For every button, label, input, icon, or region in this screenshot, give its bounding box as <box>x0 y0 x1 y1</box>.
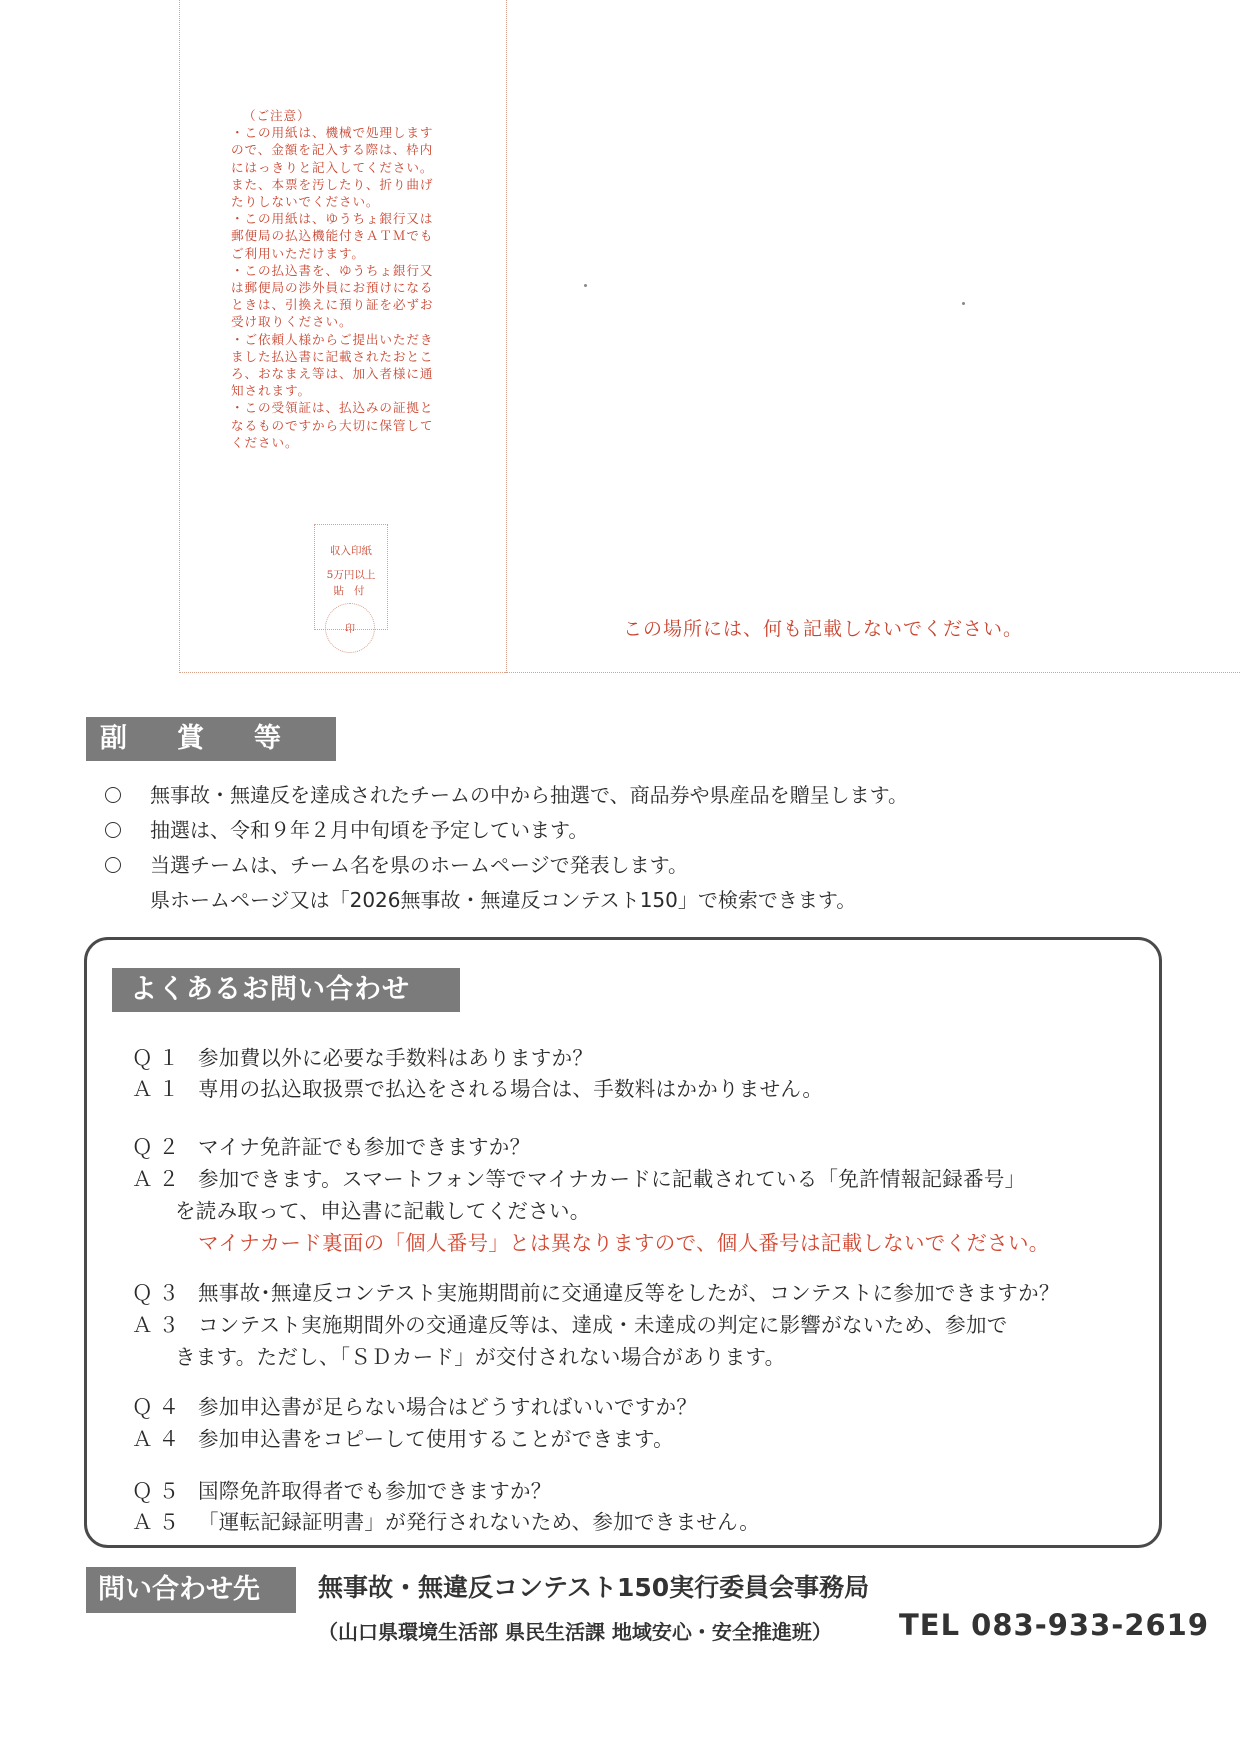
no-write-notice: この場所には、何も記載しないでください。 <box>623 618 1024 640</box>
a-label: Ａ２ <box>132 1167 185 1191</box>
notice-line: ・ご依頼人様からご提出いただき <box>231 331 434 347</box>
q-label: Ｑ２ <box>132 1135 185 1159</box>
notice-line: また、本票を汚したり、折り曲げ <box>231 176 434 192</box>
a-text: 専用の払込取扱票で払込をされる場合は、手数料はかかりません。 <box>198 1077 824 1101</box>
notice-line: ろ、おなまえ等は、加入者様に通 <box>231 366 434 382</box>
q-text: 国際免許取得者でも参加できますか？ <box>198 1479 552 1503</box>
q-text: 無事故･無違反コンテスト実施期間前に交通違反等をしたが、コンテストに参加できますか？ <box>198 1281 1060 1305</box>
faq-question <box>132 1474 552 1504</box>
notice-line: ・この払込書を、ゆうちょ銀行又 <box>231 262 434 278</box>
notice-line: ・この受領証は、払込みの証拠と <box>231 400 434 416</box>
notice-line: ・この用紙は、機械で処理します <box>231 125 434 141</box>
circle-bullet-icon <box>105 822 121 838</box>
faq-title: よくあるお問い合わせ <box>112 968 460 1012</box>
a-label: Ａ１ <box>132 1077 185 1101</box>
contact-department: （山口県環境生活部 県民生活課 地域安心・安全推進班） <box>318 1620 832 1644</box>
prize-item-text: 抽選は、令和９年２月中旬頃を予定しています。 <box>150 818 589 842</box>
notice-line: ので、金額を記入する際は、枠内 <box>231 142 434 158</box>
notice-line: は郵便局の渉外員にお預けになる <box>231 280 434 296</box>
q-text: 参加申込書が足らない場合はどうすればいいですか？ <box>198 1395 698 1419</box>
q-label: Ｑ３ <box>132 1281 185 1305</box>
circle-bullet-icon <box>105 787 121 803</box>
faq-question <box>132 1276 1060 1306</box>
notice-line: 受け取りください。 <box>231 314 353 330</box>
faq-answer <box>132 1162 1026 1192</box>
faq-answer <box>132 1072 823 1102</box>
stamp-label: 収入印紙 <box>330 545 372 557</box>
circle-bullet-icon <box>105 857 121 873</box>
q-label: Ｑ４ <box>132 1395 185 1419</box>
slip-notice <box>231 107 466 451</box>
notice-line: なるものですから大切に保管して <box>231 417 434 433</box>
prize-item-text: 当選チームは、チーム名を県のホームページで発表します。 <box>150 853 688 877</box>
q-text: 参加費以外に必要な手数料はありますか？ <box>198 1046 594 1070</box>
a-text: コンテスト実施期間外の交通違反等は、達成・未達成の判定に影響がないため、参加で <box>198 1313 1008 1337</box>
q-label: Ｑ１ <box>132 1046 185 1070</box>
q-text: マイナ免許証でも参加できますか？ <box>198 1135 531 1159</box>
prize-section-title: 副賞等 <box>86 717 336 761</box>
q-label: Ｑ５ <box>132 1479 185 1503</box>
notice-line: ください。 <box>231 434 299 450</box>
notice-line: にはっきりと記入してください。 <box>231 159 434 175</box>
stamp-threshold: 5万円以上 <box>326 569 376 581</box>
a-text: 「運転記録証明書」が発行されないため、参加できません。 <box>198 1510 761 1534</box>
notice-line: （ご注意） <box>243 108 311 123</box>
faq-question <box>132 1390 697 1420</box>
notice-line: ご利用いただけます。 <box>231 245 365 261</box>
notice-line: ・この用紙は、ゆうちょ銀行又は <box>231 211 434 227</box>
slip-main-panel <box>505 0 1240 673</box>
faq-answer <box>132 1505 760 1535</box>
notice-line: 知されます。 <box>231 383 311 399</box>
stamp-affix: 貼付 <box>333 585 375 597</box>
prize-continuation: 県ホームページ又は「2026無事故・無違反コンテスト150」で検索できます。 <box>150 888 857 912</box>
contact-phone: TEL 083-933-2619 <box>899 1608 1210 1642</box>
contact-title: 問い合わせ先 <box>86 1567 296 1613</box>
seal-circle <box>325 603 375 653</box>
a-label: Ａ３ <box>132 1313 185 1337</box>
scan-speck <box>584 284 587 287</box>
notice-line: 郵便局の払込機能付きＡＴＭでも <box>231 228 434 244</box>
notice-line: ときは、引換えに預り証を必ずお <box>231 297 434 313</box>
faq-answer-continuation: を読み取って、申込書に記載してください。 <box>175 1199 591 1223</box>
notice-line: たりしないでください。 <box>231 194 380 210</box>
a-text: 参加できます。スマートフォン等でマイナカードに記載されている「免許情報記録番号」 <box>198 1167 1026 1191</box>
scan-speck <box>962 302 965 305</box>
a-text: 参加申込書をコピーして使用することができます。 <box>198 1427 674 1451</box>
prize-item-text: 無事故・無違反を達成されたチームの中から抽選で、商品券や県産品を贈呈します。 <box>150 783 908 807</box>
notice-line: ました払込書に記載されたおとこ <box>231 348 434 364</box>
faq-question <box>132 1130 530 1160</box>
a-label: Ａ５ <box>132 1510 185 1534</box>
faq-warning-note: マイナカード裏面の「個人番号」とは異なりますので、個人番号は記載しないでください。 <box>198 1231 1050 1255</box>
a-label: Ａ４ <box>132 1427 185 1451</box>
contact-organization: 無事故・無違反コンテスト150実行委員会事務局 <box>318 1573 870 1602</box>
faq-question <box>132 1041 593 1071</box>
faq-answer <box>132 1422 674 1452</box>
faq-answer <box>132 1308 1008 1338</box>
seal-text: 印 <box>345 624 355 635</box>
faq-answer-continuation: きます。ただし、「ＳＤカード」が交付されない場合があります。 <box>175 1345 786 1369</box>
